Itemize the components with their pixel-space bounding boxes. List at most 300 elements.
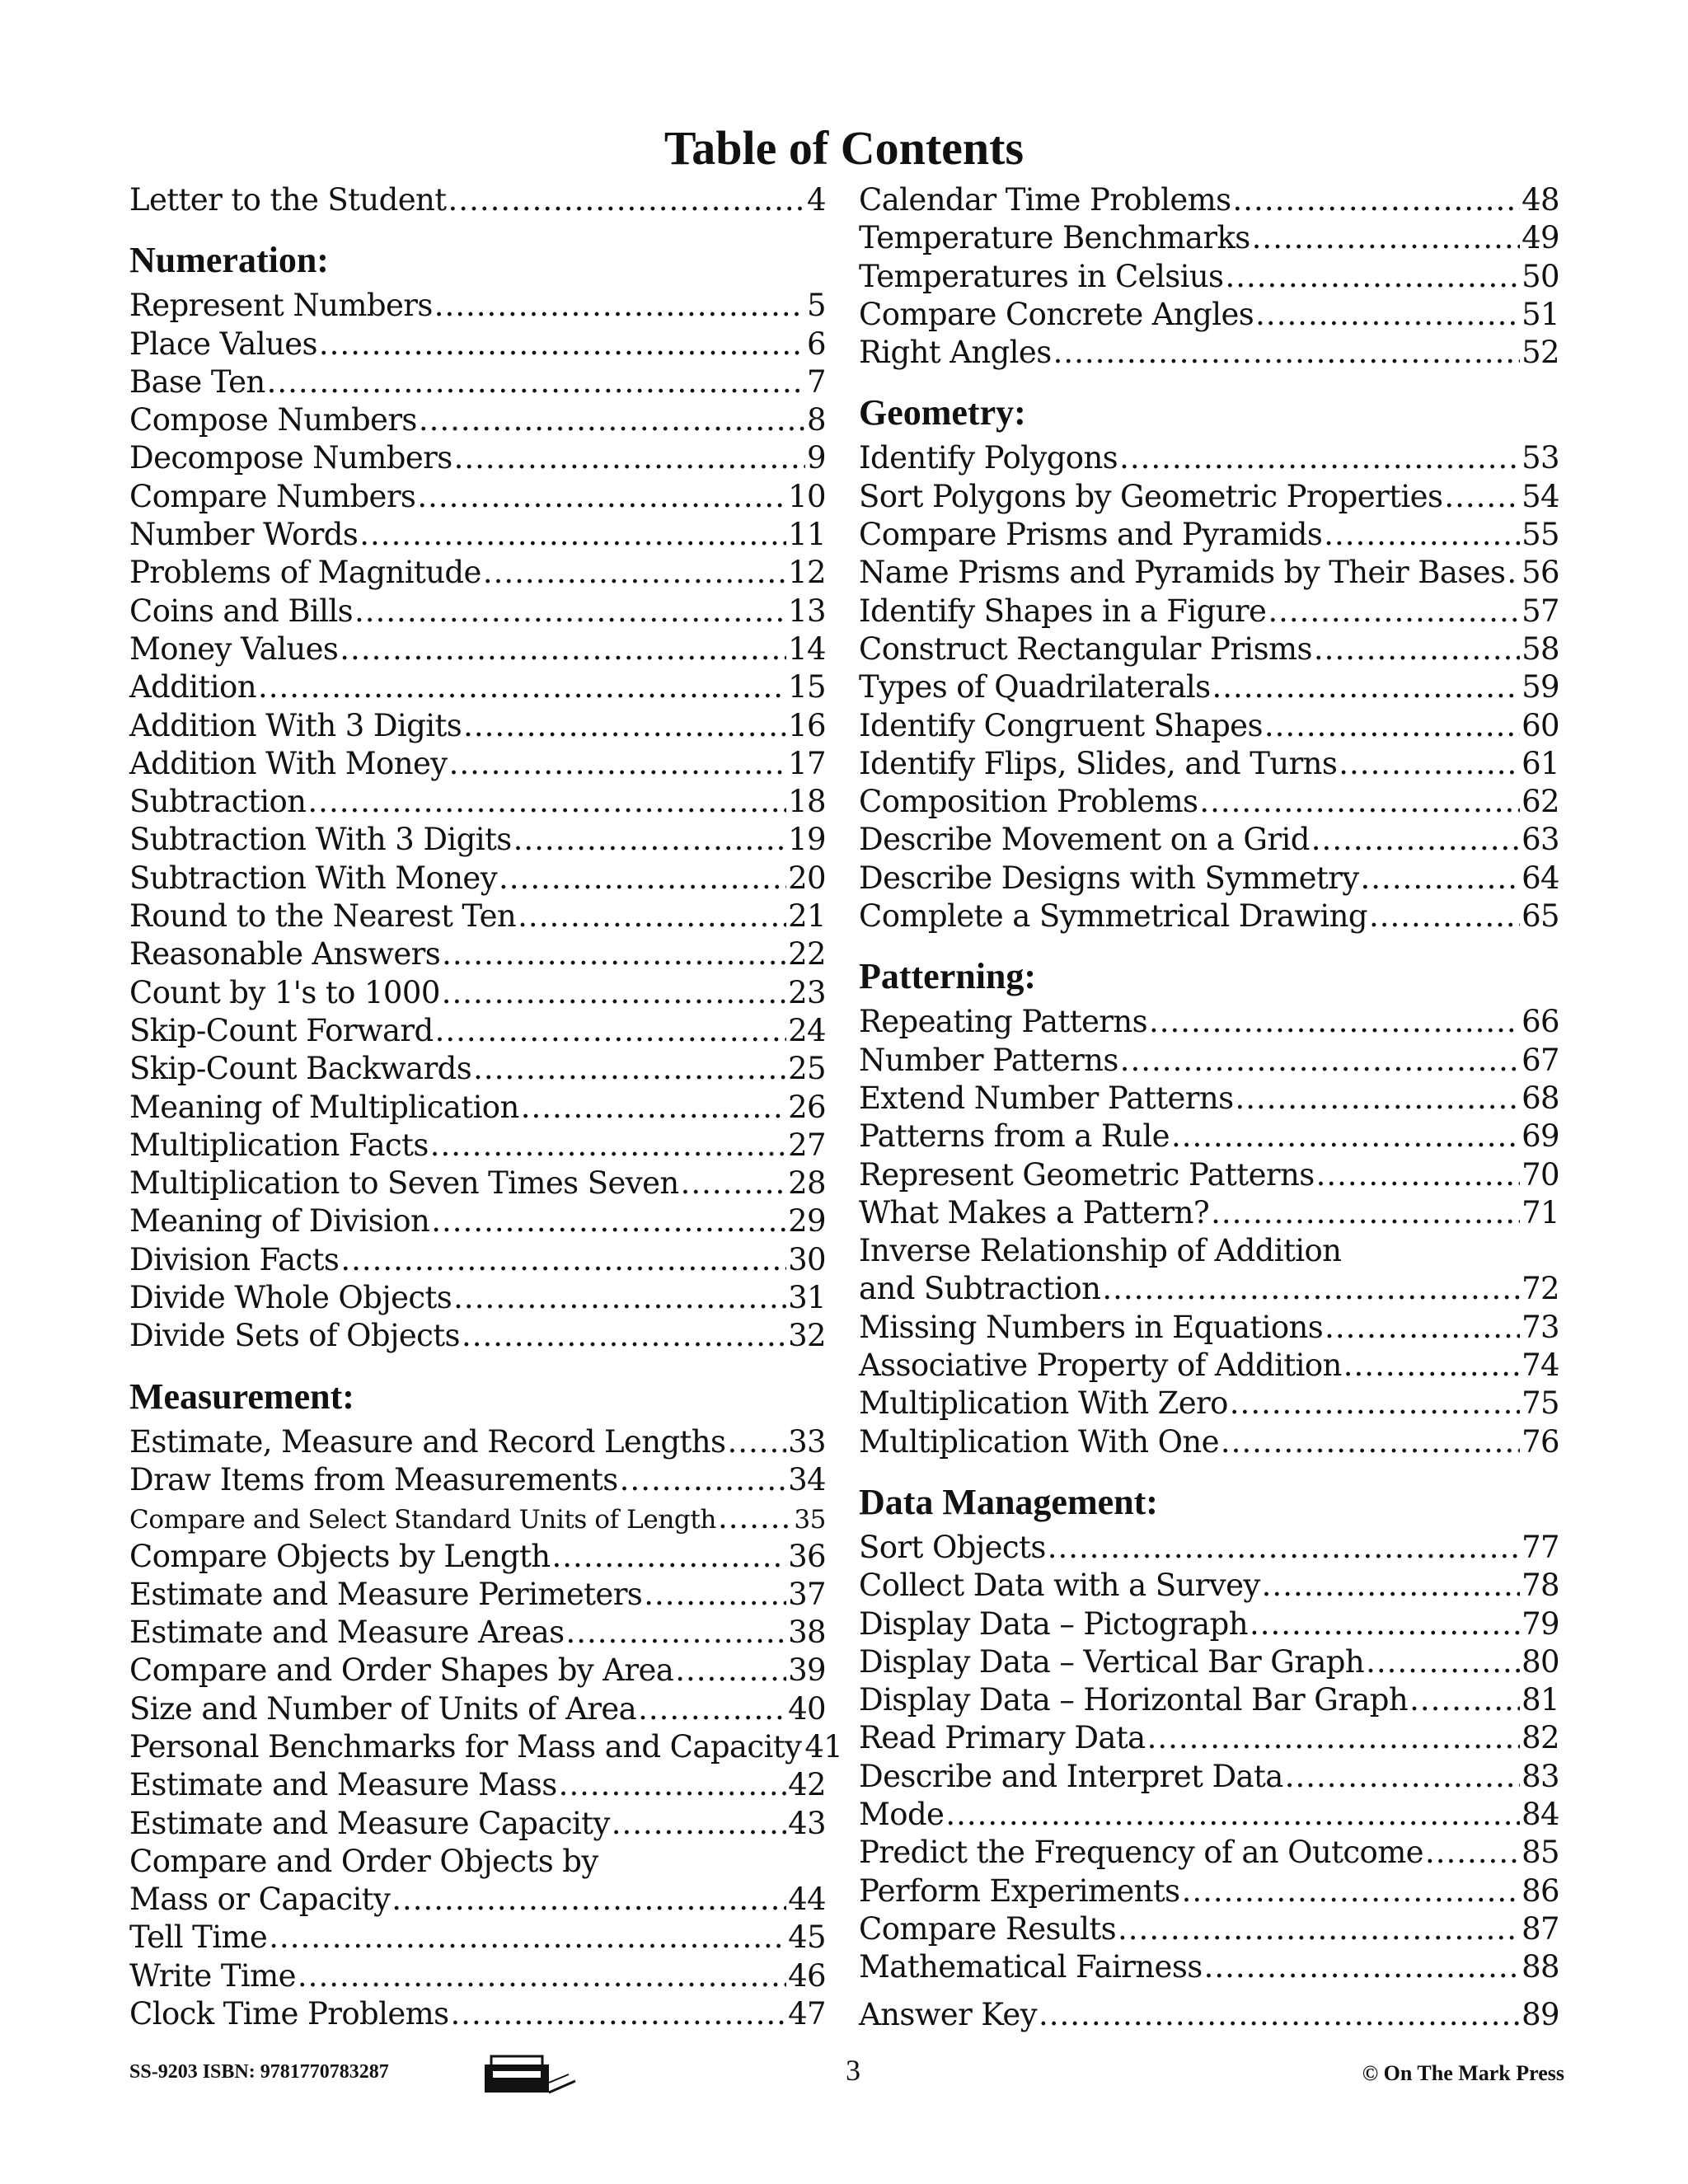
dot-leader xyxy=(1262,1567,1520,1605)
toc-entry-label: Draw Items from Measurements xyxy=(129,1461,618,1497)
toc-entry-label: Compare Concrete Angles xyxy=(859,296,1254,332)
toc-entry-page: 8 xyxy=(807,402,826,438)
toc-entry-label: Money Values xyxy=(129,630,339,667)
toc-entry-page: 21 xyxy=(788,898,826,935)
toc-entry-label: Associative Property of Addition xyxy=(859,1347,1342,1384)
dot-leader xyxy=(1204,1948,1521,1986)
toc-entry-label: Base Ten xyxy=(129,363,265,400)
dot-leader xyxy=(430,1127,786,1165)
toc-entry xyxy=(129,363,826,401)
toc-entry-page: 68 xyxy=(1522,1080,1559,1116)
toc-entry-label: Multiplication With Zero xyxy=(859,1385,1228,1422)
toc-entry-label: Collect Data with a Survey xyxy=(859,1568,1260,1604)
toc-entry-page: 76 xyxy=(1522,1423,1559,1460)
dot-leader xyxy=(1053,334,1521,372)
toc-entry-page: 80 xyxy=(1522,1643,1559,1680)
toc-entry-label: Composition Problems xyxy=(859,784,1198,820)
dot-leader xyxy=(434,287,805,325)
toc-entry-page: 73 xyxy=(1522,1309,1559,1345)
toc-entry-page: 18 xyxy=(788,784,826,820)
toc-entry-label: Display Data – Horizontal Bar Graph xyxy=(859,1682,1409,1718)
toc-entry-label: and Subtraction xyxy=(859,1271,1101,1307)
toc-entry-label: Identify Flips, Slides, and Turns xyxy=(859,745,1338,781)
toc-entry-page: 20 xyxy=(788,860,826,896)
toc-entry-page: 60 xyxy=(1522,707,1559,743)
dot-leader xyxy=(1048,1529,1520,1567)
toc-entry xyxy=(129,1690,826,1728)
toc-entry-page: 81 xyxy=(1522,1682,1559,1718)
toc-entry-label: Identify Congruent Shapes xyxy=(859,707,1263,743)
toc-entry-label: Subtraction With Money xyxy=(129,860,498,896)
toc-entry xyxy=(129,898,826,935)
toc-entry-label: Meaning of Multiplication xyxy=(129,1089,519,1125)
toc-entry xyxy=(859,898,1559,935)
toc-entry xyxy=(129,935,826,973)
toc-entry xyxy=(129,707,826,745)
toc-entry-page: 37 xyxy=(788,1576,826,1612)
dot-leader xyxy=(1250,1605,1520,1643)
toc-entry-label: Right Angles xyxy=(859,335,1052,371)
dot-leader xyxy=(1252,219,1520,257)
toc-entry-page: 4 xyxy=(807,182,826,218)
toc-entry-label: Display Data – Vertical Bar Graph xyxy=(859,1643,1365,1680)
toc-entry-label: Problems of Magnitude xyxy=(129,555,481,591)
toc-entry-label: Describe Designs with Symmetry xyxy=(859,860,1359,896)
dot-leader xyxy=(1311,821,1520,859)
measurement-continued-entries xyxy=(859,181,1559,372)
toc-entry-page: 33 xyxy=(788,1423,826,1460)
toc-entry xyxy=(859,1948,1559,1986)
dot-leader xyxy=(1211,1194,1520,1232)
toc-entry xyxy=(859,1347,1559,1385)
dot-leader xyxy=(1120,1042,1520,1080)
toc-entry-label: Estimate and Measure Mass xyxy=(129,1767,557,1803)
dot-leader xyxy=(1268,593,1520,630)
toc-entry-page: 89 xyxy=(1522,1997,1559,2033)
toc-entry-page: 10 xyxy=(788,478,826,514)
toc-entry-page: 45 xyxy=(788,1919,826,1956)
toc-entry-label: Compare Objects by Length xyxy=(129,1538,551,1574)
toc-entry xyxy=(859,1834,1559,1872)
toc-entry-page: 75 xyxy=(1522,1385,1559,1422)
toc-entry-label: Addition With Money xyxy=(129,745,448,781)
toc-entry-page: 63 xyxy=(1522,822,1559,858)
dot-leader xyxy=(442,935,786,973)
toc-entry-label: Compare Results xyxy=(859,1910,1117,1947)
toc-entry-page: 34 xyxy=(788,1461,826,1497)
book-logo-icon xyxy=(483,2050,582,2099)
toc-entry xyxy=(129,401,826,439)
dot-leader xyxy=(431,1202,786,1240)
dot-leader xyxy=(463,707,786,745)
dot-leader xyxy=(442,974,786,1012)
section-heading-data-management: Data Management: xyxy=(859,1481,1158,1522)
toc-entry-page: 66 xyxy=(1522,1004,1559,1040)
dot-leader xyxy=(1366,1643,1520,1681)
toc-entry xyxy=(129,974,826,1012)
toc-entry-label: Sort Polygons by Geometric Properties xyxy=(859,478,1443,514)
toc-entry xyxy=(129,1461,826,1499)
toc-entry-page: 82 xyxy=(1522,1720,1559,1756)
dot-leader xyxy=(1171,1118,1520,1155)
toc-entry-page: 14 xyxy=(788,630,826,667)
toc-entry xyxy=(859,1758,1559,1796)
toc-entry-label: Place Values xyxy=(129,326,317,362)
toc-entry xyxy=(859,181,1559,219)
dot-leader xyxy=(1324,516,1520,554)
dot-leader xyxy=(419,401,805,439)
dot-leader xyxy=(473,1050,786,1088)
toc-left-column xyxy=(129,181,843,2033)
toc-entry-label: Calendar Time Problems xyxy=(859,182,1231,218)
numeration-entries xyxy=(129,287,826,1355)
toc-entry xyxy=(129,1805,826,1843)
toc-entry-page: 16 xyxy=(788,707,826,743)
toc-entry-label: Read Primary Data xyxy=(859,1720,1146,1756)
toc-entry-label: Sort Objects xyxy=(859,1529,1046,1565)
toc-entry xyxy=(859,630,1559,668)
dot-leader xyxy=(1147,1719,1520,1757)
section-heading-measurement: Measurement: xyxy=(129,1376,354,1417)
toc-entry-label: Extend Number Patterns xyxy=(859,1080,1234,1116)
toc-entry xyxy=(129,1499,826,1537)
toc-entry-label: Compare Numbers xyxy=(129,478,416,514)
toc-entry-label: Construct Rectangular Prisms xyxy=(859,630,1312,667)
toc-entry xyxy=(129,1423,826,1461)
toc-entry-page: 77 xyxy=(1522,1529,1559,1565)
toc-entry xyxy=(859,1910,1559,1948)
dot-leader xyxy=(727,1423,786,1461)
dot-leader xyxy=(1212,668,1521,706)
toc-entry xyxy=(129,1576,826,1614)
toc-entry-label: Multiplication to Seven Times Seven xyxy=(129,1165,679,1202)
toc-entry-page: 32 xyxy=(788,1318,826,1354)
toc-entry-label: Identify Polygons xyxy=(859,440,1118,476)
dot-leader xyxy=(269,1919,786,1957)
toc-entry-label: Compare and Select Standard Units of Length xyxy=(129,1505,716,1535)
toc-entry-label: Missing Numbers in Equations xyxy=(859,1309,1324,1345)
toc-entry-page: 62 xyxy=(1522,784,1559,820)
toc-entry-letter-to-student xyxy=(129,181,826,219)
toc-entry xyxy=(129,1728,843,1766)
toc-entry-page: 59 xyxy=(1522,669,1559,705)
toc-entry-label: Compare Prisms and Pyramids xyxy=(859,517,1323,553)
toc-entry-label: Clock Time Problems xyxy=(129,1996,449,2032)
dot-leader xyxy=(392,1881,786,1919)
toc-entry xyxy=(859,219,1559,257)
dot-leader xyxy=(359,516,786,554)
toc-entry-label: Decompose Numbers xyxy=(129,440,452,476)
toc-entry xyxy=(859,783,1559,821)
dot-leader xyxy=(565,1614,786,1652)
toc-entry-label: Multiplication Facts xyxy=(129,1127,429,1163)
dot-leader xyxy=(340,630,786,668)
toc-entry-page: 88 xyxy=(1522,1949,1559,1985)
toc-entry-page: 74 xyxy=(1522,1347,1559,1384)
dot-leader xyxy=(1409,1681,1520,1719)
toc-entry xyxy=(129,326,826,363)
toc-entry xyxy=(129,630,826,668)
dot-leader xyxy=(454,439,805,477)
toc-entry xyxy=(859,1681,1559,1719)
toc-entry xyxy=(859,1796,1559,1834)
dot-leader xyxy=(1361,860,1521,898)
toc-entry-label: Name Prisms and Pyramids by Their Bases xyxy=(859,555,1506,591)
toc-entry-label: Meaning of Division xyxy=(129,1203,430,1240)
toc-entry xyxy=(859,439,1559,477)
toc-entry-label: Count by 1's to 1000 xyxy=(129,974,440,1010)
section-heading-patterning: Patterning: xyxy=(859,956,1037,997)
toc-entry xyxy=(129,1652,826,1690)
toc-entry-label: Multiplication With One xyxy=(859,1423,1219,1460)
toc-entry-page: 46 xyxy=(788,1957,826,1994)
toc-entry-page: 35 xyxy=(794,1505,826,1535)
toc-entry-page: 25 xyxy=(788,1051,826,1087)
toc-entry-label: Coins and Bills xyxy=(129,593,354,629)
toc-entry-page: 84 xyxy=(1522,1796,1559,1832)
dot-leader xyxy=(1039,1996,1520,2034)
spacer xyxy=(129,1356,826,1367)
toc-entry-page: 43 xyxy=(788,1805,826,1841)
toc-entry xyxy=(129,668,826,706)
toc-entry xyxy=(129,860,826,898)
toc-entry xyxy=(859,1385,1559,1422)
dot-leader xyxy=(521,1089,786,1127)
toc-entry-page: 24 xyxy=(788,1012,826,1048)
toc-entry-label: Reasonable Answers xyxy=(129,936,441,972)
toc-entry xyxy=(129,1050,826,1088)
toc-entry-page: 38 xyxy=(788,1615,826,1651)
dot-leader xyxy=(1285,1758,1520,1796)
toc-entry-label: Number Patterns xyxy=(859,1042,1118,1078)
dot-leader xyxy=(1264,707,1520,745)
toc-entry xyxy=(129,554,826,592)
toc-entry xyxy=(859,1118,1559,1155)
toc-entry xyxy=(859,1270,1559,1308)
toc-entry-label: Patterns from a Rule xyxy=(859,1118,1170,1155)
toc-entry-page: 15 xyxy=(788,669,826,705)
spacer xyxy=(859,1986,1559,1996)
dot-leader xyxy=(559,1766,786,1804)
dot-leader xyxy=(499,860,786,898)
toc-entry-page: 41 xyxy=(804,1728,843,1765)
toc-entry xyxy=(129,1089,826,1127)
dot-leader xyxy=(1255,296,1520,334)
toc-entry xyxy=(859,1605,1559,1643)
toc-entry-answer-key xyxy=(859,1996,1559,2034)
toc-entry-label: What Makes a Pattern? xyxy=(859,1194,1210,1230)
toc-entry-page: 47 xyxy=(788,1996,826,2032)
toc-entry-page: 53 xyxy=(1522,440,1559,476)
toc-entry xyxy=(859,1194,1559,1232)
toc-entry xyxy=(129,439,826,477)
toc-entry-label: Round to the Nearest Ten xyxy=(129,898,517,935)
toc-entry xyxy=(859,296,1559,334)
dot-leader xyxy=(1339,745,1520,783)
measurement-entries xyxy=(129,1423,843,2034)
toc-entry-page: 42 xyxy=(788,1767,826,1803)
toc-entry-page: 78 xyxy=(1522,1568,1559,1604)
dot-leader xyxy=(1199,783,1520,821)
section-heading-numeration: Numeration: xyxy=(129,240,329,281)
toc-entry-page: 17 xyxy=(788,745,826,781)
toc-entry-page: 57 xyxy=(1522,593,1559,629)
dot-leader xyxy=(644,1576,786,1614)
toc-entry xyxy=(859,821,1559,859)
toc-entry xyxy=(129,1919,826,1957)
toc-entry xyxy=(129,745,826,783)
dot-leader xyxy=(1149,1003,1520,1041)
toc-entry-label: Subtraction With 3 Digits xyxy=(129,822,512,858)
toc-entry-label: Compare and Order Shapes by Area xyxy=(129,1652,674,1689)
toc-entry xyxy=(859,1643,1559,1681)
toc-entry-page: 40 xyxy=(788,1690,826,1727)
toc-entry-page: 71 xyxy=(1522,1194,1559,1230)
toc-entry-page: 27 xyxy=(788,1127,826,1163)
dot-leader xyxy=(417,478,786,516)
dot-leader xyxy=(462,1317,786,1355)
toc-entry-label: Subtraction xyxy=(129,784,307,820)
dot-leader xyxy=(1233,181,1521,219)
toc-entry-label: Identify Shapes in a Figure xyxy=(859,593,1267,629)
toc-entry-page: 51 xyxy=(1522,296,1559,332)
toc-entry-page: 56 xyxy=(1522,555,1559,591)
dot-leader xyxy=(612,1805,786,1843)
toc-entry xyxy=(859,1309,1559,1347)
dot-leader xyxy=(448,181,806,219)
toc-entry xyxy=(859,258,1559,296)
toc-entry-page: 31 xyxy=(788,1280,826,1316)
toc-entry-page: 72 xyxy=(1522,1271,1559,1307)
dot-leader xyxy=(453,1279,786,1317)
dot-leader xyxy=(451,1995,787,2033)
toc-entry-page: 6 xyxy=(807,326,826,362)
dot-leader xyxy=(340,1241,786,1279)
toc-entry-label: Temperature Benchmarks xyxy=(859,220,1250,256)
toc-entry-page: 61 xyxy=(1522,745,1559,781)
toc-entry xyxy=(129,593,826,630)
dot-leader xyxy=(1230,1385,1520,1422)
toc-entry-label-line1: Compare and Order Objects by xyxy=(129,1843,598,1879)
toc-entry xyxy=(859,1719,1559,1757)
dot-leader xyxy=(258,668,786,706)
toc-entry-page: 85 xyxy=(1522,1835,1559,1871)
toc-entry-page: 12 xyxy=(788,555,826,591)
dot-leader xyxy=(298,1957,786,1995)
dot-leader xyxy=(675,1652,786,1690)
toc-entry xyxy=(859,1042,1559,1080)
toc-entry-page: 13 xyxy=(788,593,826,629)
toc-entry-label: Size and Number of Units of Area xyxy=(129,1690,637,1727)
toc-entry-label: Estimate and Measure Perimeters xyxy=(129,1576,643,1612)
toc-entry-label: Estimate and Measure Areas xyxy=(129,1615,565,1651)
geometry-entries xyxy=(859,439,1559,935)
toc-entry xyxy=(859,1156,1559,1194)
toc-entry-page: 49 xyxy=(1522,220,1559,256)
toc-entry xyxy=(129,516,826,554)
toc-entry-page: 5 xyxy=(807,288,826,324)
toc-entry xyxy=(859,1003,1559,1041)
dot-leader xyxy=(718,1499,792,1537)
dot-leader xyxy=(1314,630,1520,668)
toc-entry xyxy=(129,1881,826,1919)
toc-entry xyxy=(129,1279,826,1317)
toc-entry-label: Perform Experiments xyxy=(859,1872,1180,1909)
dot-leader xyxy=(483,554,786,592)
toc-entry-page: 30 xyxy=(788,1241,826,1277)
toc-entry xyxy=(129,1202,826,1240)
dot-leader xyxy=(1182,1872,1521,1910)
toc-entry xyxy=(129,821,826,859)
toc-entry-label: Mode xyxy=(859,1796,945,1832)
toc-entry-page: 70 xyxy=(1522,1156,1559,1193)
toc-entry-page: 87 xyxy=(1522,1910,1559,1947)
toc-entry-page: 79 xyxy=(1522,1605,1559,1642)
toc-entry-page: 69 xyxy=(1522,1118,1559,1155)
toc-entry xyxy=(859,1080,1559,1118)
section-heading-geometry: Geometry: xyxy=(859,392,1026,434)
toc-entry-page: 65 xyxy=(1522,898,1559,935)
toc-entry xyxy=(859,860,1559,898)
toc-entry-label: Write Time xyxy=(129,1957,296,1994)
patterning-entries xyxy=(859,1003,1559,1461)
toc-entry-label: Letter to the Student xyxy=(129,182,447,218)
toc-entry-label: Skip-Count Backwards xyxy=(129,1051,472,1087)
toc-entry-label: Addition xyxy=(129,669,256,705)
toc-entry-label-line1: Inverse Relationship of Addition xyxy=(859,1233,1342,1269)
dot-leader xyxy=(1102,1270,1520,1308)
toc-entry-page: 28 xyxy=(788,1165,826,1202)
toc-entry-label: Mass or Capacity xyxy=(129,1882,391,1918)
toc-entry-label: Describe Movement on a Grid xyxy=(859,822,1310,858)
page-number: 3 xyxy=(846,2054,860,2087)
toc-entry xyxy=(129,1614,826,1652)
toc-entry-page: 36 xyxy=(788,1538,826,1574)
toc-entry-page: 44 xyxy=(788,1882,826,1918)
toc-entry xyxy=(859,1567,1559,1605)
toc-entry-page: 11 xyxy=(788,517,826,553)
dot-leader xyxy=(354,593,786,630)
dot-leader xyxy=(513,821,786,859)
toc-entry-label: Division Facts xyxy=(129,1241,340,1277)
dot-leader xyxy=(1369,898,1520,935)
toc-entry xyxy=(859,554,1559,592)
toc-entry-page: 39 xyxy=(788,1652,826,1689)
toc-entry-label: Divide Whole Objects xyxy=(129,1280,452,1316)
dot-leader xyxy=(319,326,805,363)
dot-leader xyxy=(638,1690,786,1728)
toc-entry-label: Describe and Interpret Data xyxy=(859,1758,1283,1794)
toc-entry xyxy=(859,478,1559,516)
toc-entry-page: 19 xyxy=(788,822,826,858)
dot-leader xyxy=(1235,1080,1520,1118)
toc-entry-page: 54 xyxy=(1522,478,1559,514)
toc-entry-page: 9 xyxy=(807,440,826,476)
toc-entry xyxy=(129,478,826,516)
toc-entry-label: Complete a Symmetrical Drawing xyxy=(859,898,1367,935)
toc-entry-page: 7 xyxy=(807,363,826,400)
toc-entry-label: Display Data – Pictograph xyxy=(859,1605,1248,1642)
toc-entry-label: Estimate and Measure Capacity xyxy=(129,1805,610,1841)
dot-leader xyxy=(945,1796,1520,1834)
product-code-isbn: SS-9203 ISBN: 9781770783287 xyxy=(129,2061,389,2083)
toc-entry xyxy=(859,1423,1559,1461)
toc-entry-label: Tell Time xyxy=(129,1919,268,1956)
toc-entry-page: 26 xyxy=(788,1089,826,1125)
toc-entry xyxy=(129,1957,826,1995)
toc-entry xyxy=(859,1872,1559,1910)
toc-entry-label: Skip-Count Forward xyxy=(129,1012,434,1048)
